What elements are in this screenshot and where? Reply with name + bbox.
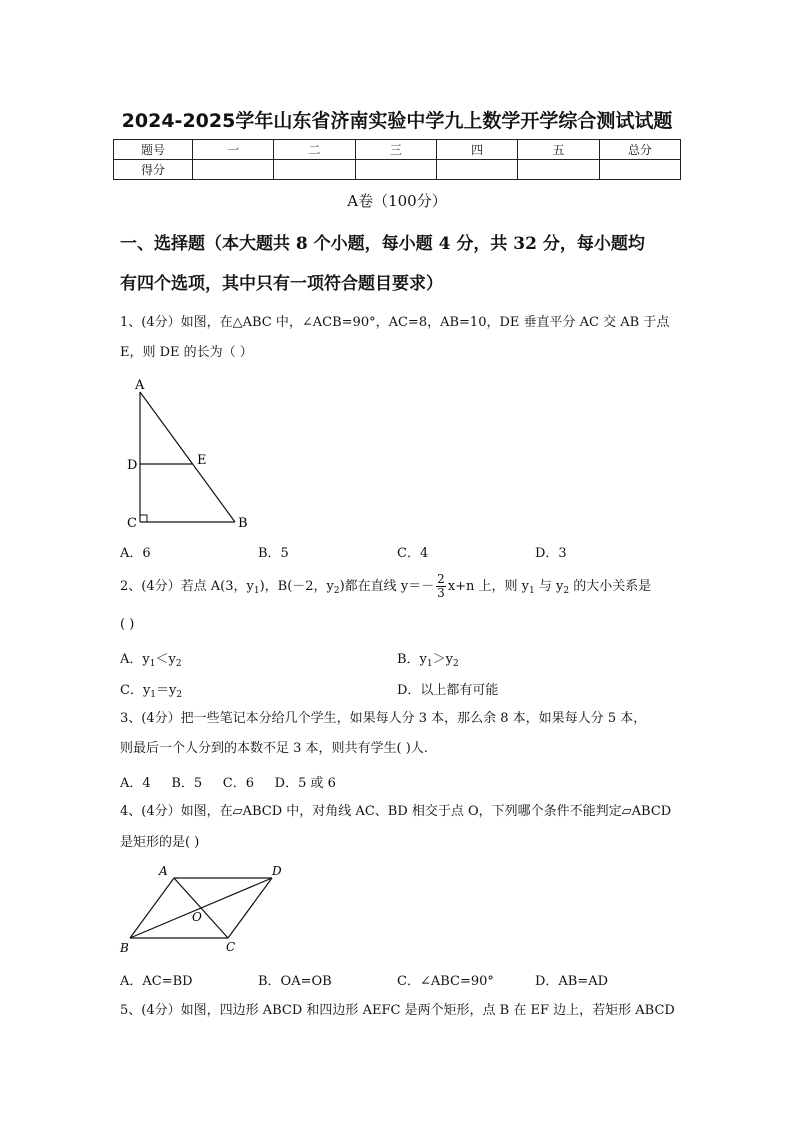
q3-text-line1: 3、(4分）把一些笔记本分给几个学生，如果每人分 3 本，那么余 8 本，如果每人分 5 本， bbox=[120, 711, 647, 726]
q1-text-line1: 1、(4分）如图，在△ABC 中，∠ACB=90°，AC=8，AB=10，DE 垂直平分 AC 交 AB 于点 bbox=[120, 315, 670, 330]
score-input-cell[interactable] bbox=[274, 160, 355, 180]
q4-option-c[interactable]: C．∠ABC=90° bbox=[397, 974, 494, 989]
volume-heading: A卷（100分） bbox=[347, 192, 447, 210]
q1-option-c[interactable]: C．4 bbox=[397, 546, 429, 561]
score-input-cell[interactable] bbox=[193, 160, 274, 180]
q1-label-d: D bbox=[127, 458, 138, 473]
q4-option-d[interactable]: D．AB=AD bbox=[535, 974, 609, 989]
score-cell: 三 bbox=[355, 140, 436, 160]
q4-parallelogram-figure bbox=[112, 860, 292, 956]
q1-option-b[interactable]: B．5 bbox=[258, 546, 289, 561]
q4-text-line2: 是矩形的是( ) bbox=[120, 835, 200, 850]
score-table-score-row bbox=[114, 160, 681, 180]
score-cell: 总分 bbox=[599, 140, 680, 160]
score-cell: 二 bbox=[274, 140, 355, 160]
q3-text-line2: 则最后一个人分到的本数不足 3 本，则共有学生( )人. bbox=[120, 741, 428, 756]
q1-option-a[interactable]: A．6 bbox=[120, 546, 151, 561]
score-cell: 题号 bbox=[114, 140, 193, 160]
q1-segment-ab bbox=[140, 392, 235, 522]
q4-label-d: D bbox=[272, 864, 282, 878]
q2-option-b[interactable]: B．$y_1>y_2$ bbox=[397, 652, 459, 669]
q2-text-line2: ( ) bbox=[120, 617, 135, 632]
q4-label-b: B bbox=[120, 941, 129, 955]
q4-label-a: A bbox=[159, 864, 168, 878]
q4-label-o: O bbox=[192, 910, 202, 924]
q1-label-b: B bbox=[238, 516, 248, 531]
section-heading-line2: 有四个选项，其中只有一项符合题目要求） bbox=[120, 274, 443, 294]
score-row-label: 得分 bbox=[114, 160, 193, 180]
q2-fraction: $\frac{2}{3}$ bbox=[437, 572, 445, 600]
q4-text-line1: 4、(4分）如图，在▱ABCD 中，对角线 AC、BD 相交于点 O，下列哪个条件不能判定▱ABCD bbox=[120, 804, 672, 819]
q2-option-a[interactable]: A．$y_1<y_2$ bbox=[120, 652, 182, 669]
q1-option-d[interactable]: D．3 bbox=[535, 546, 567, 561]
q4-option-a[interactable]: A．AC=BD bbox=[120, 974, 193, 989]
score-table-header-row bbox=[114, 140, 681, 160]
q1-triangle-figure bbox=[118, 372, 258, 534]
q1-label-e: E bbox=[197, 453, 207, 468]
page-title: 2024-2025学年山东省济南实验中学九上数学开学综合测试试题 bbox=[121, 110, 673, 132]
q1-right-angle-mark bbox=[140, 515, 147, 522]
q2-option-d[interactable]: D．以上都有可能 bbox=[397, 683, 499, 698]
q4-option-b[interactable]: B．OA=OB bbox=[258, 974, 332, 989]
section-heading-line1: 一、选择题（本大题共 8 个小题，每小题 4 分，共 32 分，每小题均 bbox=[120, 234, 645, 254]
q5-text-line1: 5、(4分）如图，四边形 ABCD 和四边形 AEFC 是两个矩形，点 B 在 EF 边上，若矩形 ABCD bbox=[120, 1003, 675, 1018]
q2-text-line1: 2、(4分）若点 A(3，$y_1$)，B(－2，$y_2$)都在直线 y＝－ $\frac{2}{3}$ x+n 上，则 $y_1$ 与 $y_2$ 的大小关系是 bbox=[120, 572, 652, 600]
q4-label-c: C bbox=[226, 940, 236, 954]
score-input-cell[interactable] bbox=[355, 160, 436, 180]
score-input-cell[interactable] bbox=[599, 160, 680, 180]
q1-label-c: C bbox=[127, 516, 137, 531]
q1-text-line2: E，则 DE 的长为（ ） bbox=[120, 345, 253, 360]
q3-options[interactable]: A．4 B．5 C．6 D．5 或 6 bbox=[120, 776, 336, 791]
score-table bbox=[113, 139, 681, 180]
score-cell: 五 bbox=[518, 140, 599, 160]
score-cell: 四 bbox=[436, 140, 517, 160]
score-cell: 一 bbox=[193, 140, 274, 160]
q1-label-a: A bbox=[135, 378, 145, 393]
score-input-cell[interactable] bbox=[518, 160, 599, 180]
q2-option-c[interactable]: C．$y_1=y_2$ bbox=[120, 683, 183, 700]
score-input-cell[interactable] bbox=[436, 160, 517, 180]
